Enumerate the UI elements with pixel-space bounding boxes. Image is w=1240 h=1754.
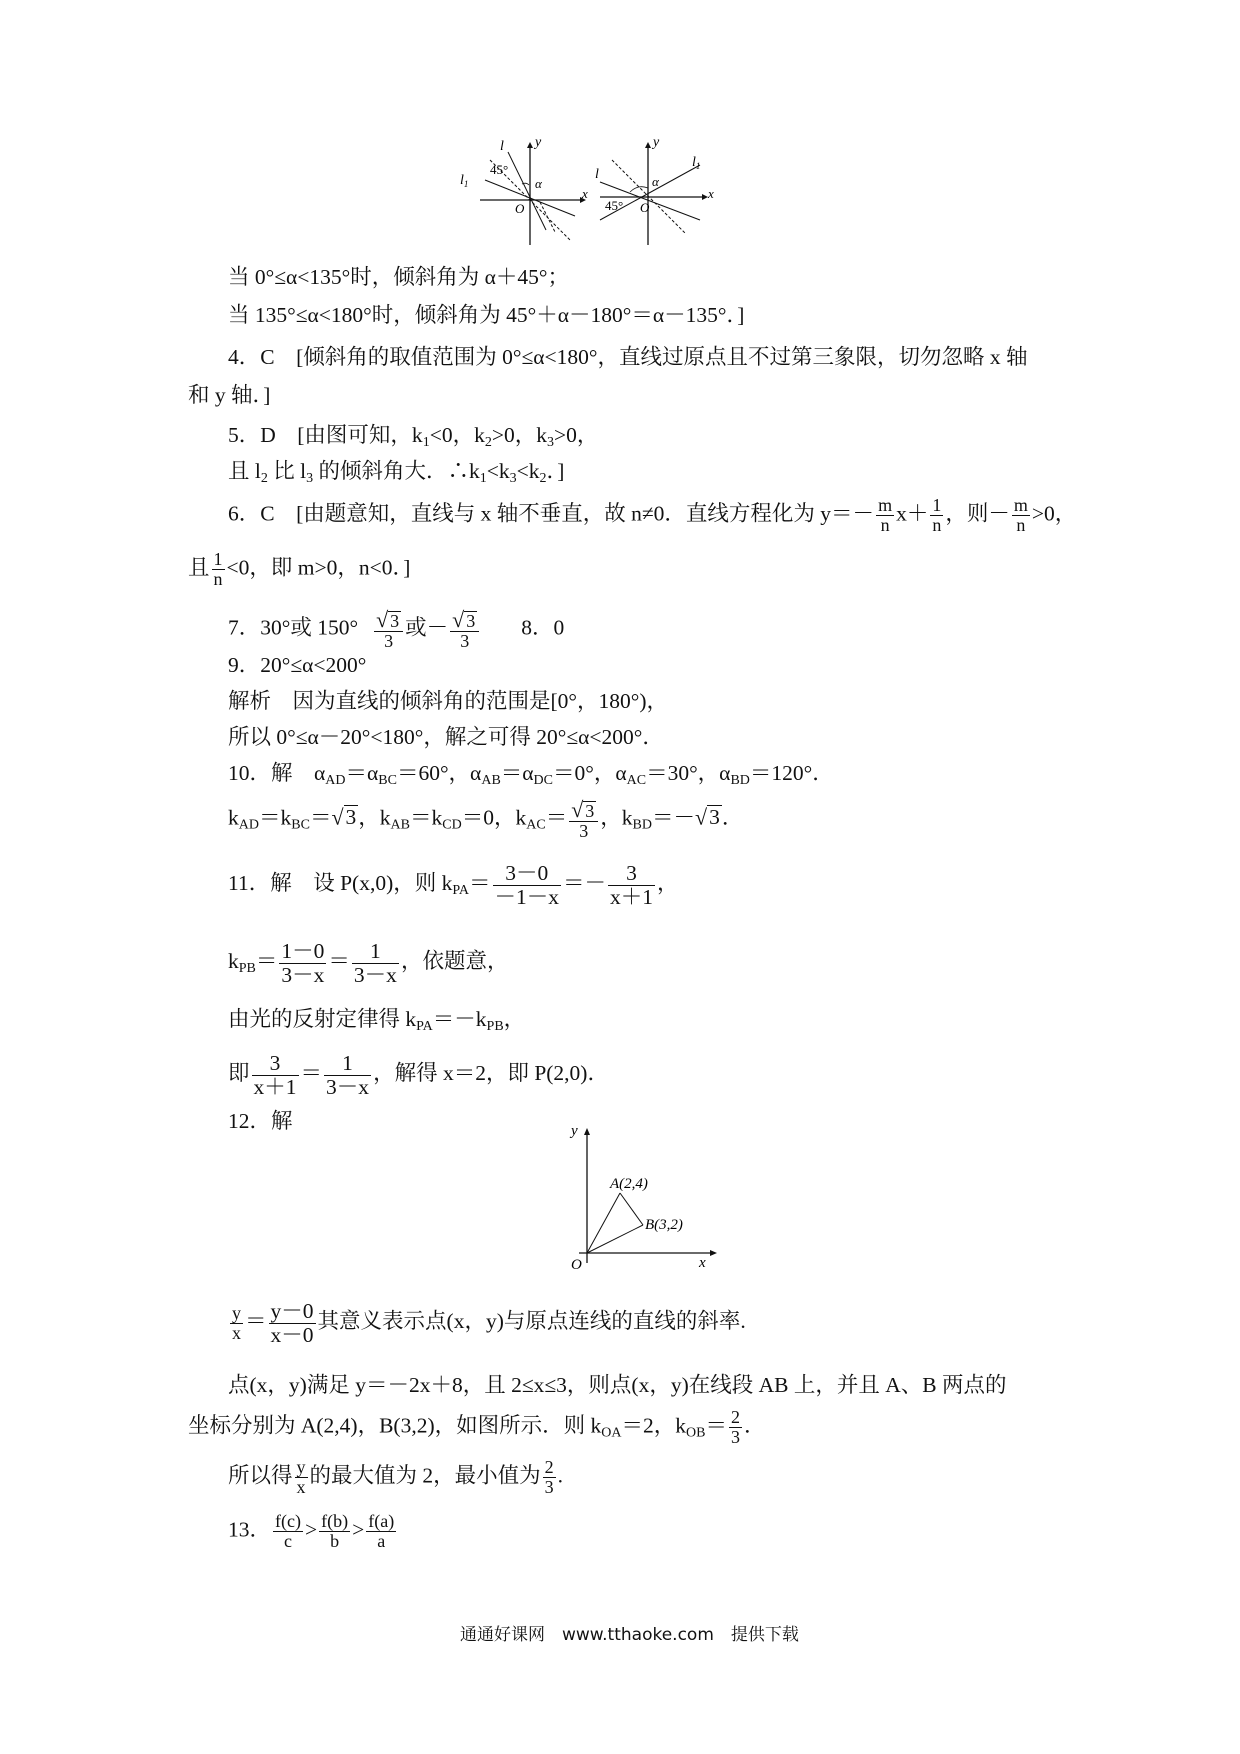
svg-text:O: O: [515, 201, 525, 216]
q13: 13． $\frac{f(c)}{c}$ > $\frac{f(b)}{b}$ > $\frac{f(a)}{a}$: [228, 1511, 395, 1551]
svg-text:l1: $l_1$: [692, 155, 701, 171]
q11-line2: $k_{PB}=$ $\frac{1-0}{3-x}$ ＝ $\frac{1}{3-x}$ ，依题意，: [228, 939, 509, 987]
q4-line2: 和 y 轴．]: [188, 383, 271, 407]
q6-line2: 且 $\frac{1}{n}$ <0，即 m>0，n<0．]: [188, 549, 411, 589]
figure-q12: [565, 1125, 725, 1275]
q11-line1: 11．解 设 P(x,0)，则 $k_{PA}=$ $\frac{3-0}{-1-x}$ ＝－ $\frac{3}{x+1}$ ，: [228, 861, 679, 909]
svg-text:x: x: [699, 1255, 706, 1271]
svg-text:x: x: [708, 186, 714, 201]
svg-text:x: x: [582, 186, 588, 201]
q11-line3: 由光的反射定律得 $k_{PA}=-k_{PB}$，: [228, 1007, 526, 1034]
svg-text:O: O: [571, 1257, 582, 1273]
svg-text:α: α: [535, 176, 542, 191]
svg-text:α: α: [652, 174, 659, 189]
top-figures: [460, 135, 800, 250]
q10-line2: $k_{AD}=k_{BC}=√3$，$k_{AB}=k_{CD}=0$，$k_{AC}=$ $\frac{√ 3}{3}$ ，$k_{BD}=-√3$．: [228, 797, 744, 842]
svg-text:l: l: [500, 139, 504, 154]
svg-text:45°: 45°: [490, 162, 509, 177]
q12-line4: 所以得 $\frac{y}{x}$ 的最大值为 2，最小值为 $\frac{2}{3}$ .: [228, 1457, 564, 1497]
q6-line1: 6．C [由题意知，直线与 x 轴不垂直，故 n≠0．直线方程化为 y＝－ $\frac{m}{n}$ x＋ $\frac{1}{n}$ ，则－ $\frac{m}{n}$ >0，: [228, 495, 1077, 535]
q4-line1: 4．C [倾斜角的取值范围为 0°≤α<180°，直线过原点且不过第三象限，切勿忽略 x 轴: [228, 345, 1028, 369]
svg-text:l: l: [595, 167, 599, 182]
svg-text:y: y: [535, 135, 542, 150]
q5-line2: 且 $l_2$ 比 $l_3$ 的倾斜角大．$\therefore k_1<k_3<k_2$．]: [228, 459, 565, 486]
q10-line1: 10．解 $\alpha_{AD}=\alpha_{BC}=60^\circ$，$\alpha_{AB}=\alpha_{DC}=0^\circ$，$\alpha_{AC}=30^\circ$，$\alpha_{BD}=120^\circ$．: [228, 761, 834, 788]
q7-q8: 7．30°或 150° $\frac{√ 3}{3}$ 或－ $\frac{√ 3}{3}$ 8．0: [228, 607, 565, 652]
svg-text:O: O: [640, 200, 650, 215]
svg-text:y: y: [571, 1123, 578, 1139]
svg-text:y: y: [653, 135, 660, 150]
q11-line4: 即 $\frac{3}{x+1}$ ＝ $\frac{1}{3-x}$ ，解得 x＝2，即 P(2,0)．: [228, 1051, 609, 1099]
svg-text:A(2,4): A(2,4): [610, 1176, 648, 1192]
q9: 9．20°≤α<200°: [228, 653, 367, 677]
q5-line1: 5．D [由图可知，$k_1<0$，$k_2>0$，$k_3>0$，: [228, 423, 599, 450]
svg-text:45°: 45°: [605, 198, 624, 213]
figure-left: [460, 135, 588, 245]
footer-text: 通通好课网 www.tthaoke.com 提供下载: [460, 1625, 799, 1645]
q9-analysis-2: 所以 0°≤α－20°<180°，解之可得 20°≤α<200°．: [228, 725, 664, 749]
q12-line2: 点(x，y)满足 y＝－2x＋8，且 2≤x≤3，则点(x，y)在线段 AB 上，并且 A、B 两点的: [228, 1373, 1007, 1397]
svg-text:l1: $l_1$: [460, 173, 469, 189]
figure-right: [595, 135, 714, 245]
q12-line1: $\frac{y}{x}$ ＝ $\frac{y-0}{x-0}$ 其意义表示点(x，y)与原点连线的直线的斜率.: [232, 1299, 746, 1347]
q9-analysis-1: 解析 因为直线的倾斜角的范围是[0°，180°)，: [228, 689, 669, 713]
line1: 当 0°≤α<135°时，倾斜角为 α＋45°；: [228, 265, 569, 289]
line2: 当 135°≤α<180°时，倾斜角为 45°＋α－180°＝α－135°．]: [228, 303, 745, 327]
q12-line3: 坐标分别为 A(2,4)，B(3,2)，如图所示．则 $k_{OA}=2$，$k_{OB}=$ $\frac{2}{3}$ ．: [188, 1407, 766, 1447]
svg-text:B(3,2): B(3,2): [645, 1217, 683, 1233]
q12-title: 12．解: [228, 1109, 293, 1133]
